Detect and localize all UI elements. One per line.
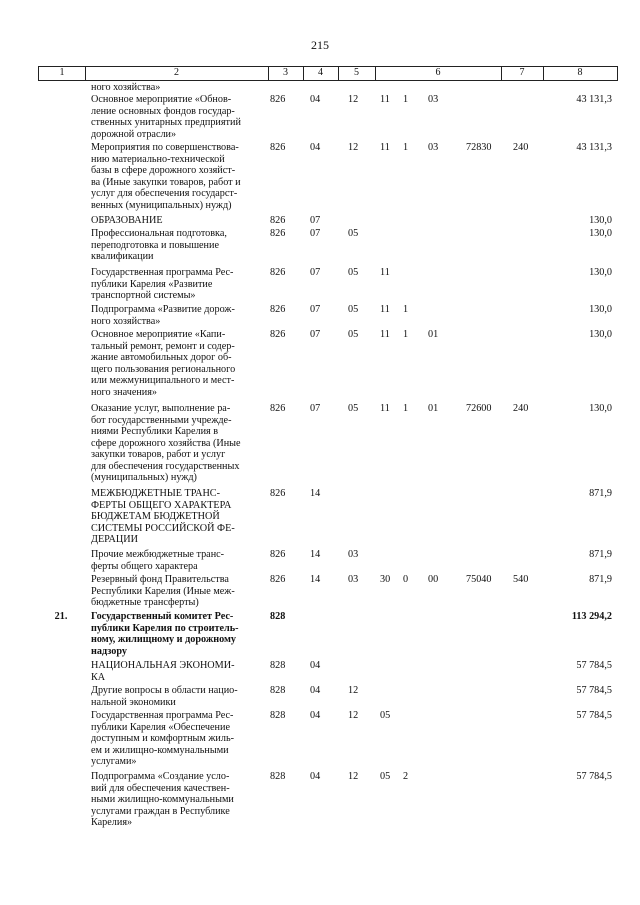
cell-d: Подпрограмма «Развитие дорож- ного хозяйства» [91,304,235,327]
cell-c6b: 0 [403,574,409,585]
cell-c8: 871,9 [589,549,612,560]
cell-c5: 12 [348,771,359,782]
cell-c8: 871,9 [589,574,612,585]
cell-c6a: 05 [380,710,391,721]
cell-c6c: 01 [428,329,439,340]
cell-c7: 240 [513,142,529,153]
cell-c5: 03 [348,574,359,585]
cell-c8: 57 784,5 [576,660,612,671]
cell-c4: 04 [310,660,321,671]
cell-c6a: 11 [380,403,390,414]
cell-d: Основное мероприятие «Капи- тальный ремонт, ремонт и содер- жание автомобильных дорог об- щего пользования регионального или межмуниципального и мест- ного значения» [91,329,236,398]
cell-c8: 871,9 [589,488,612,499]
cell-c3: 828 [270,685,286,696]
column-number: 8 [577,67,583,78]
cell-c6d: 72830 [466,142,492,153]
cell-c3: 826 [270,574,286,585]
cell-c4: 04 [310,771,321,782]
cell-c6b: 2 [403,771,409,782]
cell-c3: 826 [270,304,286,315]
cell-d: Другие вопросы в области нацио- нальной экономики [91,685,238,708]
cell-c3: 826 [270,267,286,278]
cell-c5: 05 [348,228,359,239]
cell-c8: 113 294,2 [571,611,612,622]
cell-c4: 04 [310,142,321,153]
cell-c6c: 03 [428,94,439,105]
cell-c6d: 75040 [466,574,492,585]
column-number: 4 [318,67,323,78]
cell-c3: 826 [270,549,286,560]
cell-c4: 07 [310,228,321,239]
cell-c6a: 11 [380,94,390,105]
cell-c6a: 11 [380,304,390,315]
cell-c3: 826 [270,329,286,340]
cell-c8: 57 784,5 [576,710,612,721]
cell-c6a: 30 [380,574,391,585]
cell-c6b: 1 [403,403,409,414]
cell-c6b: 1 [403,142,409,153]
cell-c6a: 11 [380,329,390,340]
cell-d: Прочие межбюджетные транс- ферты общего характера [91,549,225,572]
cell-c3: 826 [270,94,286,105]
cell-c3: 826 [270,142,286,153]
cell-d: Государственная программа Рес- публики Карелия «Развитие транспортной системы» [91,267,234,302]
cell-c5: 05 [348,403,359,414]
cell-c4: 04 [310,94,321,105]
cell-c4: 07 [310,304,321,315]
cell-c4: 04 [310,710,321,721]
cell-c4: 07 [310,267,321,278]
cell-c4: 14 [310,549,321,560]
cell-d: Подпрограмма «Создание усло- вий для обеспечения качествен- ными жилищно-коммунальными услугами граждан в Республике Карелия» [91,771,234,829]
cell-d: Профессиональная подготовка, переподготовка и повышение квалификации [91,228,227,263]
column-number: 2 [174,67,179,78]
cell-d: ОБРАЗОВАНИЕ [91,215,163,226]
column-number-header [38,66,618,81]
cell-c5: 12 [348,710,359,721]
cell-c6c: 00 [428,574,439,585]
budget-table [38,66,618,81]
cell-c3: 826 [270,488,286,499]
column-number: 5 [354,67,359,78]
page-number: 215 [311,38,329,52]
cell-c7: 240 [513,403,529,414]
cell-c5: 12 [348,685,359,696]
cell-c8: 43 131,3 [576,94,612,105]
column-number: 6 [435,67,441,78]
cell-c6a: 11 [380,267,390,278]
cell-c5: 03 [348,549,359,560]
cell-c5: 05 [348,267,359,278]
cell-c6a: 11 [380,142,390,153]
cell-c5: 05 [348,304,359,315]
cell-d: МЕЖБЮДЖЕТНЫЕ ТРАНС- ФЕРТЫ ОБЩЕГО ХАРАКТЕРА БЮДЖЕТАМ БЮДЖЕТНОЙ СИСТЕМЫ РОССИЙСКОЙ ФЕ- ДЕРАЦИИ [91,488,235,546]
cell-c8: 130,0 [589,403,612,414]
cell-c4: 07 [310,215,321,226]
cell-d: ного хозяйства» [91,82,161,93]
cell-c4: 14 [310,488,321,499]
cell-c8: 130,0 [589,215,612,226]
cell-c4: 07 [310,329,321,340]
cell-c3: 828 [270,611,286,622]
column-number: 1 [59,67,65,78]
cell-c5: 12 [348,142,359,153]
cell-c6a: 05 [380,771,391,782]
cell-d: НАЦИОНАЛЬНАЯ ЭКОНОМИ- КА [91,660,235,683]
cell-c6c: 03 [428,142,439,153]
cell-c4: 14 [310,574,321,585]
cell-c6b: 1 [403,329,409,340]
cell-c7: 540 [513,574,529,585]
cell-c6b: 1 [403,304,409,315]
cell-c8: 130,0 [589,304,612,315]
cell-c3: 826 [270,215,286,226]
cell-c8: 130,0 [589,267,612,278]
cell-c6b: 1 [403,94,409,105]
cell-c3: 828 [270,771,286,782]
cell-d: Основное мероприятие «Обнов- ление основных фондов государ- ственных унитарных предприятий дорожной отрасли» [91,94,241,140]
cell-c8: 57 784,5 [576,771,612,782]
cell-d: Оказание услуг, выполнение ра- бот государственными учрежде- ниями Республики Карелия в сфере дорожного хозяйства (Иные закупки товаров, работ и услуг для обеспечения государственных (муниципальных) нужд) [91,403,241,484]
cell-d: Резервный фонд Правительства Республики Карелия (Иные меж- бюджетные трансферты) [91,574,235,609]
cell-d: Государственная программа Рес- публики Карелия «Обеспечение доступным и комфортным жиль- ем и жилищно-коммунальными услугами» [91,710,234,768]
cell-c8: 57 784,5 [576,685,612,696]
cell-d: Мероприятия по совершенствова- нию материально-технической базы в сфере дорожного хозяйст- ва (Иные закупки товаров, работ и услуг для обеспечения государст- венных (муниципальных) нужд) [91,142,241,211]
cell-c5: 12 [348,94,359,105]
cell-c3: 826 [270,228,286,239]
cell-c8: 43 131,3 [576,142,612,153]
cell-c3: 826 [270,403,286,414]
cell-c8: 130,0 [589,228,612,239]
cell-c4: 07 [310,403,321,414]
cell-n: 21. [54,611,68,622]
cell-c6d: 72600 [466,403,492,414]
column-number: 7 [519,67,525,78]
cell-c8: 130,0 [589,329,612,340]
column-number: 3 [283,67,288,78]
cell-c6c: 01 [428,403,439,414]
cell-c5: 05 [348,329,359,340]
cell-c4: 04 [310,685,321,696]
cell-c3: 828 [270,710,286,721]
cell-d: Государственный комитет Рес- публики Карелия по строитель- ному, жилищному и дорожному надзору [91,611,239,657]
cell-c3: 828 [270,660,286,671]
